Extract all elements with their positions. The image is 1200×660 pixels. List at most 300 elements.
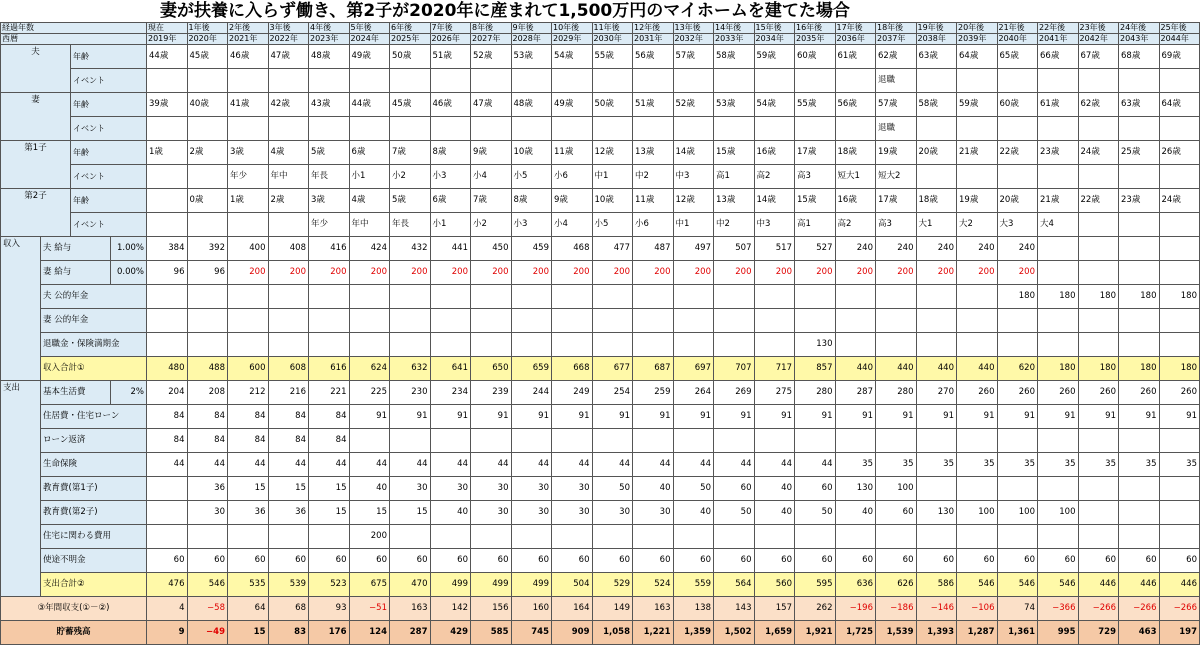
income-value: 200 [754, 261, 795, 285]
expense-value: 91 [1038, 405, 1079, 429]
age-cell: 61歳 [1038, 93, 1079, 117]
event-cell [633, 117, 674, 141]
expense-row [1, 405, 1200, 429]
income-total-value: 440 [876, 357, 917, 381]
header-elapsed-cell: 現在 [147, 23, 188, 34]
header-elapsed-cell: 21年後 [997, 23, 1038, 34]
header-elapsed-cell: 10年後 [552, 23, 593, 34]
expense-total-value: 446 [1159, 573, 1200, 597]
age-cell: 17歳 [795, 141, 836, 165]
event-cell [714, 69, 755, 93]
expense-value [511, 525, 552, 549]
expense-value: 270 [916, 381, 957, 405]
expense-value: 60 [471, 549, 512, 573]
age-cell: 47歳 [268, 45, 309, 69]
income-item-label: 退職金・保険満期金 [41, 333, 147, 357]
expense-value: 60 [268, 549, 309, 573]
expense-value: 130 [916, 501, 957, 525]
savings-value: 1,725 [835, 621, 876, 645]
age-cell: 45歳 [390, 93, 431, 117]
expense-value: 35 [916, 453, 957, 477]
age-cell: 5歳 [390, 189, 431, 213]
expense-total-value: 524 [633, 573, 674, 597]
age-cell: 47歳 [471, 93, 512, 117]
income-value [1038, 309, 1079, 333]
income-total-value: 659 [511, 357, 552, 381]
income-total-value: 616 [309, 357, 350, 381]
age-cell: 59歳 [957, 93, 998, 117]
expense-value [673, 429, 714, 453]
cashflow-table [0, 22, 1200, 645]
income-value [147, 309, 188, 333]
expense-total-value: 470 [390, 573, 431, 597]
income-total-value: 677 [592, 357, 633, 381]
income-value [1119, 309, 1160, 333]
expense-value [795, 525, 836, 549]
expense-value: 60 [835, 549, 876, 573]
expense-value: 212 [228, 381, 269, 405]
event-label: イベント [71, 69, 147, 93]
savings-value: 15 [228, 621, 269, 645]
income-total-value: 620 [997, 357, 1038, 381]
expense-value: 35 [1159, 453, 1200, 477]
expense-value: 259 [633, 381, 674, 405]
header-elapsed-cell: 9年後 [511, 23, 552, 34]
header-elapsed-cell: 13年後 [673, 23, 714, 34]
expense-value: 44 [714, 453, 755, 477]
age-cell: 24歳 [1078, 141, 1119, 165]
savings-value: 124 [349, 621, 390, 645]
expense-total-value: 636 [835, 573, 876, 597]
age-cell: 15歳 [714, 141, 755, 165]
expense-row [1, 381, 1200, 405]
header-year-cell: 2027年 [471, 34, 512, 45]
age-cell: 13歳 [633, 141, 674, 165]
age-cell: 56歳 [835, 93, 876, 117]
balance-value: 163 [390, 597, 431, 621]
age-cell: 12歳 [673, 189, 714, 213]
expense-value [1119, 525, 1160, 549]
income-total-value: 687 [633, 357, 674, 381]
expense-value [268, 525, 309, 549]
income-value: 507 [714, 237, 755, 261]
expense-value: 44 [754, 453, 795, 477]
income-value: 424 [349, 237, 390, 261]
expense-value: 280 [795, 381, 836, 405]
expense-value: 264 [673, 381, 714, 405]
income-row [1, 285, 1200, 309]
header-year-cell: 2032年 [673, 34, 714, 45]
income-value: 200 [430, 261, 471, 285]
expense-value: 40 [633, 477, 674, 501]
expense-value: 35 [876, 453, 917, 477]
event-cell: 小3 [511, 213, 552, 237]
savings-value: 1,359 [673, 621, 714, 645]
savings-row [1, 621, 1200, 645]
expense-value: 44 [633, 453, 674, 477]
expense-value [1119, 429, 1160, 453]
event-cell: 小5 [511, 165, 552, 189]
savings-value: 1,287 [957, 621, 998, 645]
income-total-value: 180 [1038, 357, 1079, 381]
age-cell: 51歳 [430, 45, 471, 69]
header-elapsed-cell: 1年後 [187, 23, 228, 34]
income-value: 200 [228, 261, 269, 285]
event-cell [1078, 69, 1119, 93]
expense-total-value: 626 [876, 573, 917, 597]
expense-value: 239 [471, 381, 512, 405]
event-label: イベント [71, 213, 147, 237]
income-value [471, 309, 512, 333]
age-cell: 22歳 [997, 141, 1038, 165]
expense-value: 100 [997, 501, 1038, 525]
expense-value: 36 [268, 501, 309, 525]
income-total-value: 641 [430, 357, 471, 381]
expense-value: 91 [957, 405, 998, 429]
savings-value: 1,058 [592, 621, 633, 645]
income-value: 130 [795, 333, 836, 357]
income-value [916, 333, 957, 357]
income-value [1038, 333, 1079, 357]
balance-value: 4 [147, 597, 188, 621]
expense-value: 200 [349, 525, 390, 549]
age-cell: 41歳 [228, 93, 269, 117]
income-value [714, 333, 755, 357]
expense-value: 15 [228, 477, 269, 501]
header-elapsed-cell: 16年後 [795, 23, 836, 34]
event-cell [1078, 165, 1119, 189]
income-row [1, 237, 1200, 261]
income-value: 200 [997, 261, 1038, 285]
income-value: 517 [754, 237, 795, 261]
savings-value: 1,361 [997, 621, 1038, 645]
header-year-cell: 2023年 [309, 34, 350, 45]
income-value [633, 285, 674, 309]
age-cell: 3歳 [309, 189, 350, 213]
expense-value: 60 [1119, 549, 1160, 573]
event-cell [228, 69, 269, 93]
event-label: イベント [71, 165, 147, 189]
age-cell: 65歳 [997, 45, 1038, 69]
income-value [633, 333, 674, 357]
balance-value: 157 [754, 597, 795, 621]
savings-value: 463 [1119, 621, 1160, 645]
age-cell: 8歳 [511, 189, 552, 213]
age-cell: 63歳 [1119, 93, 1160, 117]
expense-total-value: 546 [187, 573, 228, 597]
event-cell [1078, 213, 1119, 237]
expense-value: 84 [268, 405, 309, 429]
expense-value: 44 [390, 453, 431, 477]
income-total-value: 440 [835, 357, 876, 381]
savings-value: 429 [430, 621, 471, 645]
event-cell: 中1 [673, 213, 714, 237]
income-value [511, 309, 552, 333]
income-value [309, 309, 350, 333]
expense-value: 84 [147, 405, 188, 429]
event-cell: 年長 [390, 213, 431, 237]
event-cell [268, 69, 309, 93]
event-cell [1159, 213, 1200, 237]
income-total-value: 180 [1119, 357, 1160, 381]
savings-value: 729 [1078, 621, 1119, 645]
balance-value: −186 [876, 597, 917, 621]
age-cell: 11歳 [552, 141, 593, 165]
age-cell: 39歳 [147, 93, 188, 117]
event-cell: 高2 [835, 213, 876, 237]
expense-value: 60 [592, 549, 633, 573]
expense-value: 60 [916, 549, 957, 573]
expense-value: 40 [349, 477, 390, 501]
expense-value: 60 [309, 549, 350, 573]
expense-value: 221 [309, 381, 350, 405]
header-elapsed-cell: 19年後 [916, 23, 957, 34]
expense-value [714, 525, 755, 549]
header-year-cell: 2033年 [714, 34, 755, 45]
age-cell: 22歳 [1078, 189, 1119, 213]
income-value: 200 [390, 261, 431, 285]
event-cell [187, 165, 228, 189]
income-value [754, 309, 795, 333]
balance-value: 68 [268, 597, 309, 621]
age-label: 年齢 [71, 189, 147, 213]
expense-value [1159, 429, 1200, 453]
event-cell: 小6 [552, 165, 593, 189]
savings-value: 995 [1038, 621, 1079, 645]
income-value: 416 [309, 237, 350, 261]
expense-value: 91 [835, 405, 876, 429]
age-cell: 5歳 [309, 141, 350, 165]
expense-value [997, 477, 1038, 501]
expense-value [1038, 477, 1079, 501]
event-cell [1119, 213, 1160, 237]
expense-value: 30 [187, 501, 228, 525]
header-year-cell: 2041年 [1038, 34, 1079, 45]
income-value [349, 285, 390, 309]
event-cell [511, 69, 552, 93]
age-cell: 20歳 [916, 141, 957, 165]
balance-value: 262 [795, 597, 836, 621]
header-elapsed-cell: 15年後 [754, 23, 795, 34]
income-value [187, 285, 228, 309]
expense-rate: 2% [111, 381, 147, 405]
income-value [228, 333, 269, 357]
age-cell: 17歳 [876, 189, 917, 213]
header-year-cell: 2028年 [511, 34, 552, 45]
income-value [471, 285, 512, 309]
age-cell: 21歳 [957, 141, 998, 165]
expense-item-label: 教育費(第1子) [41, 477, 147, 501]
expense-value [147, 477, 188, 501]
age-cell: 60歳 [997, 93, 1038, 117]
income-value [997, 309, 1038, 333]
expense-value: 91 [714, 405, 755, 429]
balance-value: 163 [633, 597, 674, 621]
age-cell: 1歳 [147, 141, 188, 165]
header-year-cell: 2020年 [187, 34, 228, 45]
event-cell [1159, 165, 1200, 189]
event-cell: 短大1 [835, 165, 876, 189]
expense-value [633, 525, 674, 549]
expense-value: 44 [309, 453, 350, 477]
savings-value: 745 [511, 621, 552, 645]
expense-value: 30 [471, 501, 512, 525]
expense-total-value: 499 [471, 573, 512, 597]
income-value: 432 [390, 237, 431, 261]
header-year-cell: 2021年 [228, 34, 269, 45]
expense-value: 260 [957, 381, 998, 405]
event-cell: 高3 [876, 213, 917, 237]
header-year-cell: 2037年 [876, 34, 917, 45]
income-value: 200 [633, 261, 674, 285]
age-cell: 15歳 [795, 189, 836, 213]
event-cell [1159, 117, 1200, 141]
event-cell [147, 117, 188, 141]
event-cell [1119, 165, 1160, 189]
event-cell [592, 117, 633, 141]
header-year-cell: 2025年 [390, 34, 431, 45]
income-total-label: 収入合計① [41, 357, 147, 381]
expense-value: 35 [835, 453, 876, 477]
income-value [795, 285, 836, 309]
event-cell [957, 117, 998, 141]
expense-row [1, 501, 1200, 525]
savings-value: −49 [187, 621, 228, 645]
event-cell: 高1 [795, 213, 836, 237]
income-value: 200 [309, 261, 350, 285]
income-total-value: 857 [795, 357, 836, 381]
person-event-row [1, 69, 1200, 93]
expense-value [552, 429, 593, 453]
age-cell: 48歳 [511, 93, 552, 117]
income-value [1159, 309, 1200, 333]
expense-total-value: 504 [552, 573, 593, 597]
age-cell: 4歳 [349, 189, 390, 213]
page-title: 妻が扶養に入らず働き、第2子が2020年に産まれて1,500万円のマイホームを建てた場合 [160, 1, 850, 21]
event-cell: 年中 [349, 213, 390, 237]
expense-item-label: ローン返済 [41, 429, 147, 453]
expense-value: 60 [552, 549, 593, 573]
event-cell [795, 117, 836, 141]
expense-value: 60 [876, 501, 917, 525]
expense-value [1159, 501, 1200, 525]
expense-value: 60 [1159, 549, 1200, 573]
header-year-cell: 2030年 [592, 34, 633, 45]
expense-value [471, 525, 512, 549]
expense-total-value: 476 [147, 573, 188, 597]
expense-value: 260 [1078, 381, 1119, 405]
header-year-cell: 2039年 [957, 34, 998, 45]
expense-value: 15 [309, 477, 350, 501]
expense-row [1, 525, 1200, 549]
savings-value: 585 [471, 621, 512, 645]
event-cell: 中3 [673, 165, 714, 189]
income-value: 240 [835, 237, 876, 261]
event-cell [916, 165, 957, 189]
event-cell: 中2 [714, 213, 755, 237]
expense-value [430, 429, 471, 453]
header-label-elapsed: 経過年数 [1, 23, 147, 34]
expense-value: 84 [228, 405, 269, 429]
event-cell [147, 213, 188, 237]
income-total-value: 632 [390, 357, 431, 381]
age-cell: 19歳 [876, 141, 917, 165]
income-value: 200 [552, 261, 593, 285]
expense-value [957, 477, 998, 501]
age-cell: 10歳 [592, 189, 633, 213]
expense-value: 91 [1119, 405, 1160, 429]
age-cell: 40歳 [187, 93, 228, 117]
event-cell: 小6 [633, 213, 674, 237]
event-cell [1038, 117, 1079, 141]
expense-value [714, 429, 755, 453]
age-cell: 69歳 [1159, 45, 1200, 69]
header-year-cell: 2031年 [633, 34, 674, 45]
age-cell: 2歳 [268, 189, 309, 213]
income-row [1, 333, 1200, 357]
expense-value: 40 [673, 501, 714, 525]
expense-value [592, 429, 633, 453]
income-value [390, 285, 431, 309]
event-cell [349, 69, 390, 93]
header-year-cell: 2036年 [835, 34, 876, 45]
income-total-value: 697 [673, 357, 714, 381]
expense-value: 36 [228, 501, 269, 525]
income-value [592, 333, 633, 357]
age-cell: 55歳 [795, 93, 836, 117]
person-name: 第2子 [1, 189, 71, 237]
event-cell: 年少 [309, 213, 350, 237]
event-cell [471, 117, 512, 141]
income-value [349, 333, 390, 357]
event-cell: 中2 [633, 165, 674, 189]
header-year-cell: 2038年 [916, 34, 957, 45]
header-year-cell: 2029年 [552, 34, 593, 45]
expense-value: 40 [754, 501, 795, 525]
income-value [876, 285, 917, 309]
event-cell [1078, 117, 1119, 141]
expense-value: 30 [390, 477, 431, 501]
event-cell: 年長 [309, 165, 350, 189]
age-cell: 25歳 [1119, 141, 1160, 165]
expense-value: 60 [876, 549, 917, 573]
expense-total-value: 559 [673, 573, 714, 597]
expense-item-label: 基本生活費 [41, 381, 111, 405]
income-section-label: 収入 [1, 237, 41, 381]
expense-value: 260 [1159, 381, 1200, 405]
age-cell: 14歳 [673, 141, 714, 165]
expense-item-label: 生命保険 [41, 453, 147, 477]
income-value: 240 [876, 237, 917, 261]
expense-value: 260 [997, 381, 1038, 405]
expense-value: 60 [511, 549, 552, 573]
savings-value: 176 [309, 621, 350, 645]
savings-value: 1,921 [795, 621, 836, 645]
person-name: 妻 [1, 93, 71, 141]
event-cell [430, 117, 471, 141]
expense-value: 44 [268, 453, 309, 477]
expense-value: 40 [835, 501, 876, 525]
expense-value: 35 [957, 453, 998, 477]
event-cell [187, 117, 228, 141]
expense-value: 60 [1078, 549, 1119, 573]
savings-value: 9 [147, 621, 188, 645]
income-total-row [1, 357, 1200, 381]
expense-section-label: 支出 [1, 381, 41, 597]
event-cell: 小1 [349, 165, 390, 189]
income-total-value: 180 [1078, 357, 1119, 381]
income-value [957, 333, 998, 357]
